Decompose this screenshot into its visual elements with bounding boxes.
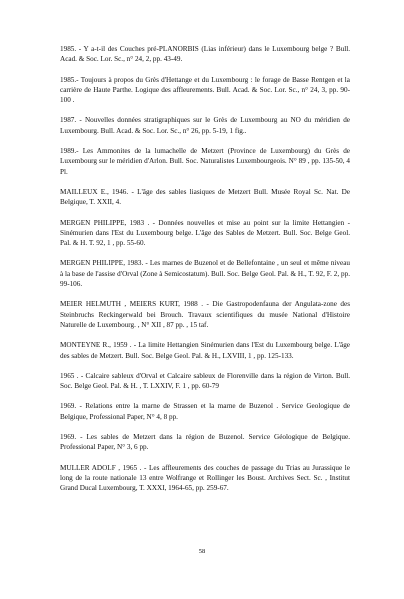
page-number: 58 [198,548,206,555]
reference-entry: 1987. - Nouvelles données stratigraphiques sur le Grès de Luxembourg au NO du méridien de Luxembourg. Bull. Acad. & Soc. Lor. Sc., n° 26, pp. 5-19, 1 fig.. [60,116,350,135]
reference-entry: 1969. - Relations entre la marne de Strassen et la marne de Buzenol . Service Geologique de Belgique, Professional Paper, N° 4, 8 pp. [60,402,350,421]
bibliography-list [60,44,350,504]
reference-entry: MERGEN PHILIPPE, 1983 . - Données nouvelles et mise au point sur la limite Hettangien -Sinémurien dans l'Est du Luxembourg belge. L'âge des Sables de Metzert. Bull. Soc. Belge Geol. Pal. & H. T. 92, 1 , pp. 55-60. [60,218,350,248]
reference-entry: MERGEN PHILIPPE, 1983. - Les marnes de Buzenol et de Bellefontaine , un seul et même niveau à la base de l'assise d'Orval (Zone à Semicostatum). Bull. Soc. Belge Geol. Pal. & H., T. 92, F. 2, pp. 99-106. [60,259,350,289]
reference-entry: 1965 . - Calcaire sableux d'Orval et Calcaire sableux de Florenville dans la région de Virton. Bull. Soc. Belge Geol. Pal. & H. , T. LXXIV, F. 1 , pp. 60-79 [60,371,350,391]
reference-entry: MONTEYNE R., 1959 . - La limite Hettangien Sinémurien dans l'Est du Luxembourg belge. L'âge des sables de Metzert. Bull. Soc. Belge Geol. Pal. & H., LXVIII, 1 , pp. 125-133. [60,341,350,360]
reference-entry: MULLER ADOLF , 1965 . - Les affleurements des couches de passage du Trias au Jurassique le long de la route nationale 13 entre Wolfrange et Rollinger les Boust. Archives Sect. Sc. , Institut Grand Ducal Luxembourg, T. XXXI, 1964-65, pp. 259-67. [60,463,350,493]
reference-entry: 1985.- Toujours à propos du Grès d'Hettange et du Luxembourg : le forage de Basse Rentgen et la carrière de Haute Parthe. Logique des affleurements. Bull. Acad. & Soc. Lor. Sc., n° 24, 3, pp. 90-100 . [60,75,350,105]
reference-entry: MAILLEUX E., 1946. - L'âge des sables liasiques de Metzert Bull. Musée Royal Sc. Nat. De Belgique, T. XXII, 4. [60,187,350,207]
reference-entry: 1985. - Y a-t-il des Couches pré-PLANORBIS (Lias inférieur) dans le Luxembourg belge ? Bull. Acad. & Soc. Lor. Sc., n° 24, 2, pp. 43-49. [60,45,350,64]
reference-entry: MEIER HELMUTH , MEIERS KURT, 1988 . - Die Gastropodenfauna der Angulata-zone des Steinbruchs Reckingerwald bei Brouch. Travaux scientifiques du musée National d'Histoire Naturelle de Luxembourg. , N° XII , 87 pp. , 15 taf. [60,300,350,329]
reference-entry: 1969. - Les sables de Metzert dans la région de Buzenol. Service Géologique de Belgique. Professional Paper, N° 3, 6 pp. [60,433,350,452]
reference-entry: 1989.- Les Ammonites de la lumachelle de Metzert (Province de Luxembourg) du Grès de Luxembourg sur le méridien d'Arlon. Bull. Soc. Naturalistes Luxembourgeois. N° 89 , pp. 135-50, 4 Pl. [60,147,350,176]
